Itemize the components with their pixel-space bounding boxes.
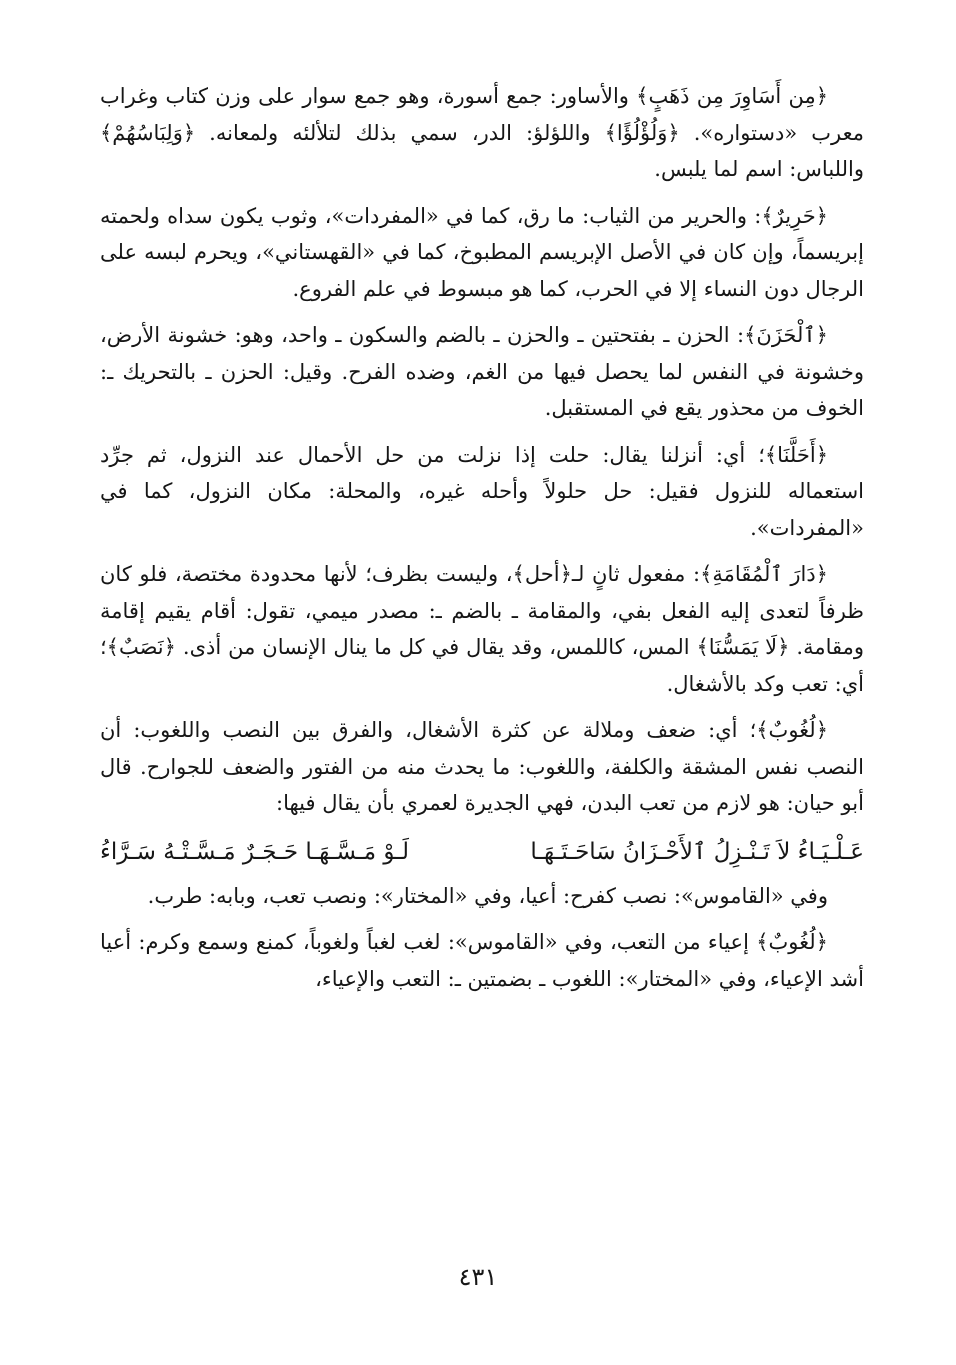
paragraph-harir: ﴿حَرِيرٌ﴾: والحرير من الثياب: ما رق، كما في «المفردات»، وثوب يكون سداه ولحمته إبريسماً، وإن كان في الأصل الإبريسم المطبوخ، كما في «القهستاني»، ويحرم لبسه على الرجال دون النساء إلا في الحرب، كما هو مبسوط في علم الفروع. [100, 203, 864, 301]
page-body [100, 78, 864, 1007]
paragraph-qamus-nasab: وفي «القاموس»: نصب كفرح: أعيا، وفي «المختار»: ونصب تعب، وبابه: طرب. [147, 883, 828, 908]
verse-second-hemistich: لَـوْ مَـسَّـهَـا حَـجَـرٌ مَـسَّـتْـهُ سَـرَّاءُ [100, 838, 409, 865]
verse-first-hemistich: عَـلْـيَـاءُ لاَ تَـنْـزِلُ ٱلأَحْـزَانُ سَاحَـتَـهَـا [530, 838, 864, 865]
paragraph-hazan: ﴿ٱلْحَزَنَ﴾: الحزن ـ بفتحتين ـ والحزن ـ بالضم والسكون ـ واحد، وهو: خشونة الأرض، وخشونة في النفس لما يحصل فيها من الغم، وضده الفرح. وقيل: الحزن ـ بالتحريك ـ: الخوف من محذور يقع في المستقبل. [100, 323, 864, 420]
paragraph-asawir: ﴿مِن أَسَاوِرَ مِن ذَهَبٍ﴾ والأساور: جمع أسورة، وهو جمع سوار على وزن كتاب وغراب معرب «دستواره». ﴿وَلُؤْلُؤًا﴾ واللؤلؤ: الدر، سمي بذلك لتلألئه ولمعانه. ﴿وَلِبَاسُهُمْ﴾ واللباس: اسم لما يلبس. [100, 84, 864, 181]
page-number: ٤٣١ [458, 1263, 498, 1291]
paragraph-dar-almuqama: ﴿دَارَ ٱلْمُقَامَةِ﴾: مفعول ثانٍ لـ﴿أحل﴾، وليست بظرف؛ لأنها محدودة مختصة، فلو كان ظرفاً لتعدى إليه الفعل بفي، والمقامة ـ بالضم ـ: مصدر ميمي، تقول: أقام يقيم إقامة ومقامة. ﴿لَا يَمَسُّنَا﴾ المس، كاللمس، وقد يقال في كل ما ينال الإنسان من أذى. ﴿نَصَبٌ﴾؛ أي: تعب وكد بالأشغال. [100, 562, 864, 696]
poetry-verse [100, 832, 864, 872]
paragraph-lughub: ﴿لُغُوبٌ﴾؛ أي: ضعف وملالة عن كثرة الأشغال، والفرق بين النصب واللغوب: أن النصب نفس المشقة والكلفة، واللغوب: ما يحدث منه من الفتور والضعف للجوارح. قال أبو حيان: هو لازم من تعب البدن، فهي الجديرة لعمري بأن يقال فيها: [100, 718, 864, 815]
paragraph-lughub-definition: ﴿لُغُوبٌ﴾ إعياء من التعب، وفي «القاموس»: لغب لغباً ولغوباً، كمنع وسمع وكرم: أعيا أشد الإعياء، وفي «المختار»: اللغوب ـ بضمتين ـ: التعب والإعياء، [100, 930, 864, 991]
paragraph-ahallana: ﴿أَحَلَّنَا﴾؛ أي: أنزلنا يقال: حلت إذا نزلت من حل الأحمال عند النزول، ثم جرِّد استعماله للنزول فقيل: حل حلولاً وأحله غيره، والمحلة: مكان النزول، كما في «المفردات». [100, 442, 864, 540]
